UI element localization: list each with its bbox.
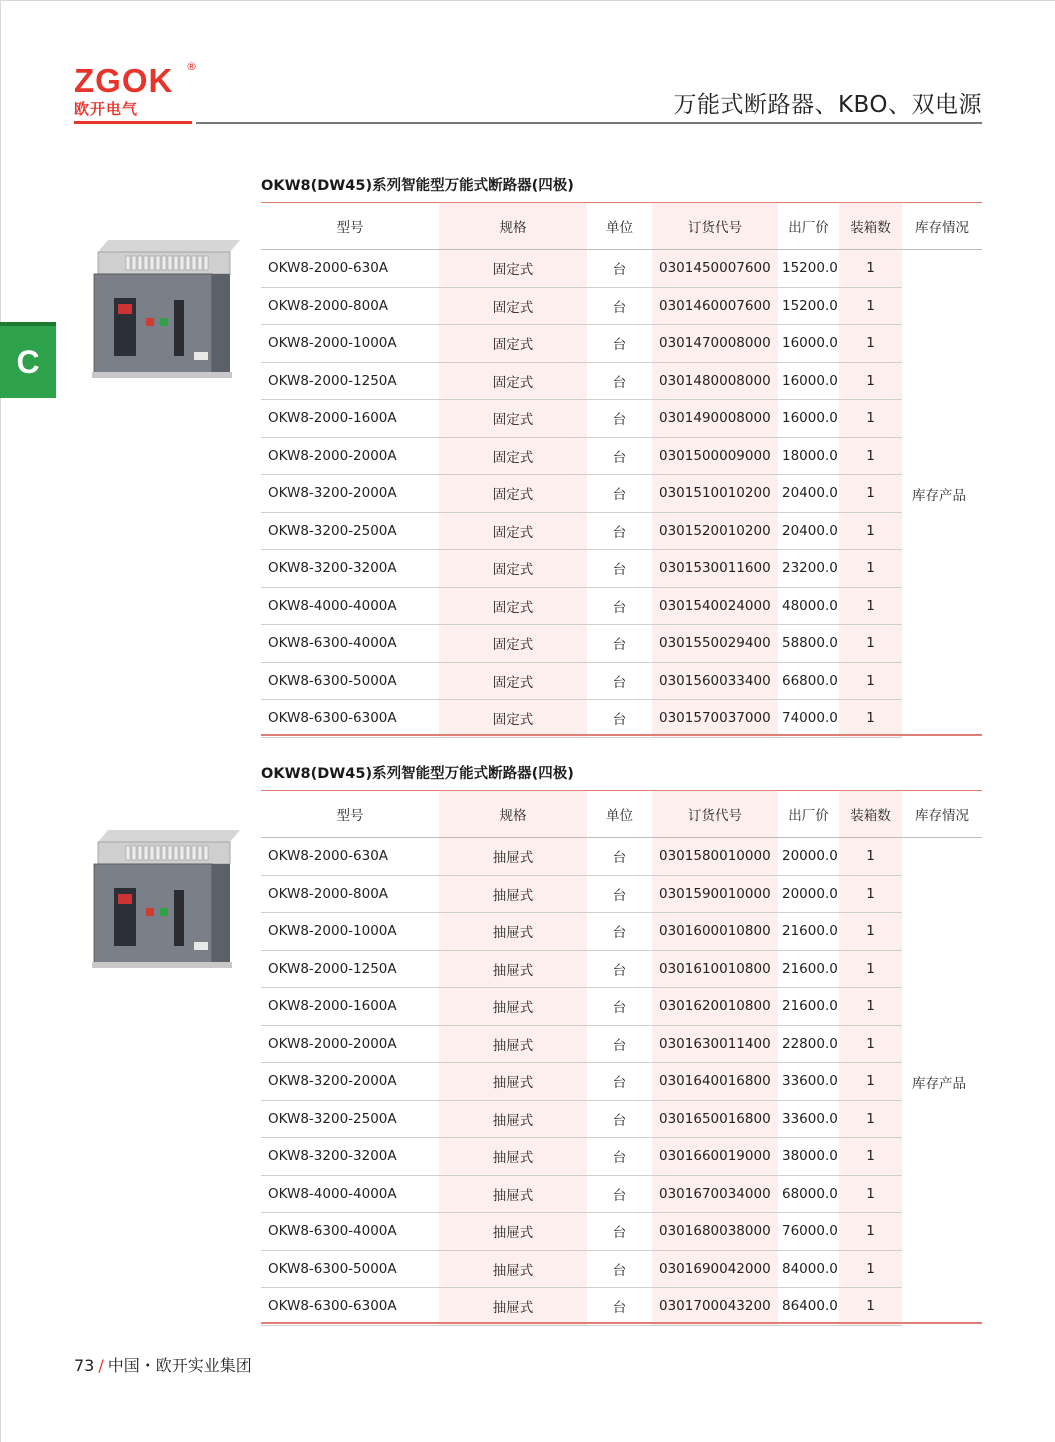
table-row — [261, 250, 982, 288]
table-header-row — [261, 203, 982, 250]
col-header-spec: 规格 — [439, 791, 587, 838]
cell-price: 20400.0 — [778, 512, 839, 550]
cell-spec: 抽屉式 — [439, 1025, 587, 1063]
cell-order-code: 0301510010200 — [652, 475, 778, 513]
cell-model: OKW8-2000-1250A — [261, 362, 439, 400]
cell-unit: 台 — [587, 875, 652, 913]
table-row — [261, 400, 982, 438]
table-row — [261, 1063, 982, 1101]
col-header-order: 订货代号 — [652, 791, 778, 838]
cell-price: 76000.0 — [778, 1213, 839, 1251]
cell-box-qty: 1 — [839, 512, 902, 550]
table-row — [261, 913, 982, 951]
table-bottom-rule — [261, 1322, 982, 1324]
cell-price: 21600.0 — [778, 988, 839, 1026]
cell-model: OKW8-3200-2000A — [261, 1063, 439, 1101]
col-header-price: 出厂价 — [778, 203, 839, 250]
cell-box-qty: 1 — [839, 1175, 902, 1213]
cell-model: OKW8-6300-6300A — [261, 700, 439, 738]
cell-price: 15200.0 — [778, 287, 839, 325]
cell-unit: 台 — [587, 437, 652, 475]
section-tab-c: C — [0, 326, 56, 398]
table-row — [261, 875, 982, 913]
cell-spec: 固定式 — [439, 512, 587, 550]
cell-price: 33600.0 — [778, 1100, 839, 1138]
cell-spec: 抽屉式 — [439, 1250, 587, 1288]
cell-model: OKW8-2000-800A — [261, 875, 439, 913]
cell-price: 21600.0 — [778, 950, 839, 988]
table-row — [261, 325, 982, 363]
cell-unit: 台 — [587, 913, 652, 951]
cell-price: 15200.0 — [778, 250, 839, 288]
cell-unit: 台 — [587, 1213, 652, 1251]
cell-spec: 固定式 — [439, 475, 587, 513]
cell-order-code: 0301450007600 — [652, 250, 778, 288]
table-row — [261, 700, 982, 738]
cell-spec: 固定式 — [439, 587, 587, 625]
page-footer — [74, 1353, 252, 1376]
cell-model: OKW8-6300-4000A — [261, 1213, 439, 1251]
cell-spec: 固定式 — [439, 400, 587, 438]
cell-unit: 台 — [587, 587, 652, 625]
cell-spec: 固定式 — [439, 662, 587, 700]
cell-box-qty: 1 — [839, 1213, 902, 1251]
page-edge-left — [0, 0, 1, 1442]
cell-price: 20000.0 — [778, 875, 839, 913]
cell-spec: 固定式 — [439, 550, 587, 588]
table-header-row — [261, 791, 982, 838]
cell-model: OKW8-2000-1600A — [261, 400, 439, 438]
cell-unit: 台 — [587, 662, 652, 700]
section-title: OKW8(DW45)系列智能型万能式断路器(四极) — [261, 766, 574, 782]
cell-box-qty: 1 — [839, 1063, 902, 1101]
registered-mark: ® — [186, 60, 197, 73]
cell-order-code: 0301660019000 — [652, 1138, 778, 1176]
cell-order-code: 0301480008000 — [652, 362, 778, 400]
cell-model: OKW8-3200-2500A — [261, 512, 439, 550]
cell-price: 58800.0 — [778, 625, 839, 663]
cell-unit: 台 — [587, 325, 652, 363]
cell-price: 16000.0 — [778, 325, 839, 363]
cell-box-qty: 1 — [839, 988, 902, 1026]
table-bottom-rule — [261, 734, 982, 736]
table-row — [261, 1100, 982, 1138]
cell-box-qty: 1 — [839, 838, 902, 876]
table-row — [261, 550, 982, 588]
cell-spec: 固定式 — [439, 625, 587, 663]
cell-unit: 台 — [587, 1250, 652, 1288]
cell-unit: 台 — [587, 512, 652, 550]
cell-box-qty: 1 — [839, 1250, 902, 1288]
cell-model: OKW8-2000-2000A — [261, 1025, 439, 1063]
cell-stock-status: 库存产品 — [912, 487, 966, 504]
cell-box-qty: 1 — [839, 950, 902, 988]
col-header-stock: 库存情况 — [902, 203, 982, 250]
cell-unit: 台 — [587, 475, 652, 513]
cell-unit: 台 — [587, 362, 652, 400]
cell-price: 48000.0 — [778, 587, 839, 625]
brand-cn-name: 欧开电气 — [74, 100, 139, 118]
table-row — [261, 475, 982, 513]
table-row — [261, 512, 982, 550]
table-row — [261, 287, 982, 325]
page-title: 万能式断路器、KBO、双电源 — [673, 92, 982, 118]
cell-box-qty: 1 — [839, 362, 902, 400]
col-header-model: 型号 — [261, 791, 439, 838]
cell-box-qty: 1 — [839, 1288, 902, 1326]
col-header-spec: 规格 — [439, 203, 587, 250]
cell-spec: 抽屉式 — [439, 988, 587, 1026]
cell-order-code: 0301470008000 — [652, 325, 778, 363]
cell-spec: 抽屉式 — [439, 913, 587, 951]
cell-unit: 台 — [587, 1138, 652, 1176]
cell-order-code: 0301680038000 — [652, 1213, 778, 1251]
cell-order-code: 0301580010000 — [652, 838, 778, 876]
cell-model: OKW8-3200-2500A — [261, 1100, 439, 1138]
cell-unit: 台 — [587, 287, 652, 325]
cell-box-qty: 1 — [839, 437, 902, 475]
cell-price: 23200.0 — [778, 550, 839, 588]
cell-box-qty: 1 — [839, 475, 902, 513]
col-header-unit: 单位 — [587, 791, 652, 838]
cell-order-code: 0301700043200 — [652, 1288, 778, 1326]
cell-order-code: 0301500009000 — [652, 437, 778, 475]
cell-unit: 台 — [587, 700, 652, 738]
table-row — [261, 437, 982, 475]
header-divider — [196, 122, 982, 124]
table-row — [261, 1175, 982, 1213]
cell-order-code: 0301590010000 — [652, 875, 778, 913]
cell-model: OKW8-3200-3200A — [261, 550, 439, 588]
cell-box-qty: 1 — [839, 913, 902, 951]
cell-model: OKW8-4000-4000A — [261, 1175, 439, 1213]
cell-model: OKW8-2000-800A — [261, 287, 439, 325]
cell-model: OKW8-2000-1000A — [261, 325, 439, 363]
cell-price: 20000.0 — [778, 838, 839, 876]
cell-box-qty: 1 — [839, 550, 902, 588]
table-row — [261, 1213, 982, 1251]
cell-box-qty: 1 — [839, 662, 902, 700]
cell-spec: 抽屉式 — [439, 950, 587, 988]
cell-model: OKW8-2000-630A — [261, 838, 439, 876]
cell-box-qty: 1 — [839, 1025, 902, 1063]
cell-box-qty: 1 — [839, 1100, 902, 1138]
cell-order-code: 0301630011400 — [652, 1025, 778, 1063]
cell-model: OKW8-6300-5000A — [261, 662, 439, 700]
cell-box-qty: 1 — [839, 700, 902, 738]
cell-spec: 抽屉式 — [439, 838, 587, 876]
cell-price: 66800.0 — [778, 662, 839, 700]
cell-model: OKW8-4000-4000A — [261, 587, 439, 625]
cell-model: OKW8-3200-3200A — [261, 1138, 439, 1176]
page-number: 73 — [74, 1356, 95, 1375]
cell-price: 20400.0 — [778, 475, 839, 513]
cell-model: OKW8-2000-630A — [261, 250, 439, 288]
cell-order-code: 0301520010200 — [652, 512, 778, 550]
cell-spec: 固定式 — [439, 700, 587, 738]
cell-spec: 抽屉式 — [439, 1063, 587, 1101]
brand-wordmark: ZGOK — [74, 62, 174, 99]
col-header-model: 型号 — [261, 203, 439, 250]
cell-order-code: 0301530011600 — [652, 550, 778, 588]
cell-unit: 台 — [587, 1288, 652, 1326]
cell-spec: 固定式 — [439, 250, 587, 288]
cell-order-code: 0301490008000 — [652, 400, 778, 438]
cell-unit: 台 — [587, 550, 652, 588]
cell-box-qty: 1 — [839, 250, 902, 288]
cell-spec: 固定式 — [439, 325, 587, 363]
cell-spec: 固定式 — [439, 362, 587, 400]
cell-box-qty: 1 — [839, 875, 902, 913]
cell-unit: 台 — [587, 1100, 652, 1138]
col-header-unit: 单位 — [587, 203, 652, 250]
cell-price: 86400.0 — [778, 1288, 839, 1326]
table-row — [261, 1138, 982, 1176]
cell-unit: 台 — [587, 250, 652, 288]
col-header-stock: 库存情况 — [902, 791, 982, 838]
cell-order-code: 0301540024000 — [652, 587, 778, 625]
cell-price: 22800.0 — [778, 1025, 839, 1063]
cell-unit: 台 — [587, 950, 652, 988]
cell-order-code: 0301600010800 — [652, 913, 778, 951]
cell-spec: 抽屉式 — [439, 1288, 587, 1326]
cell-unit: 台 — [587, 988, 652, 1026]
cell-order-code: 0301640016800 — [652, 1063, 778, 1101]
breaker-product-image — [90, 232, 240, 382]
cell-model: OKW8-2000-1000A — [261, 913, 439, 951]
table-row — [261, 1288, 982, 1326]
cell-model: OKW8-6300-6300A — [261, 1288, 439, 1326]
cell-spec: 抽屉式 — [439, 1175, 587, 1213]
cell-model: OKW8-6300-5000A — [261, 1250, 439, 1288]
cell-price: 16000.0 — [778, 362, 839, 400]
table-row — [261, 1025, 982, 1063]
breaker-product-image — [90, 822, 240, 972]
cell-unit: 台 — [587, 838, 652, 876]
cell-order-code: 0301460007600 — [652, 287, 778, 325]
cell-box-qty: 1 — [839, 587, 902, 625]
cell-price: 84000.0 — [778, 1250, 839, 1288]
cell-spec: 固定式 — [439, 287, 587, 325]
col-header-order: 订货代号 — [652, 203, 778, 250]
cell-order-code: 0301690042000 — [652, 1250, 778, 1288]
table-row — [261, 362, 982, 400]
brand-logo — [74, 60, 197, 119]
price-table-drawout — [261, 791, 982, 1326]
table-row — [261, 838, 982, 876]
table-row — [261, 662, 982, 700]
cell-order-code: 0301610010800 — [652, 950, 778, 988]
table-row — [261, 988, 982, 1026]
footer-slash: / — [98, 1356, 104, 1375]
cell-price: 21600.0 — [778, 913, 839, 951]
section-title: OKW8(DW45)系列智能型万能式断路器(四极) — [261, 178, 574, 194]
cell-unit: 台 — [587, 1175, 652, 1213]
cell-box-qty: 1 — [839, 400, 902, 438]
cell-unit: 台 — [587, 1063, 652, 1101]
cell-box-qty: 1 — [839, 287, 902, 325]
cell-order-code: 0301670034000 — [652, 1175, 778, 1213]
cell-spec: 抽屉式 — [439, 875, 587, 913]
cell-unit: 台 — [587, 1025, 652, 1063]
cell-spec: 抽屉式 — [439, 1138, 587, 1176]
cell-unit: 台 — [587, 400, 652, 438]
cell-order-code: 0301570037000 — [652, 700, 778, 738]
cell-price: 16000.0 — [778, 400, 839, 438]
cell-order-code: 0301560033400 — [652, 662, 778, 700]
cell-spec: 固定式 — [439, 437, 587, 475]
footer-company: 中国・欧开实业集团 — [107, 1356, 252, 1375]
cell-spec: 抽屉式 — [439, 1213, 587, 1251]
cell-stock-status: 库存产品 — [912, 1075, 966, 1092]
table-row — [261, 950, 982, 988]
cell-price: 68000.0 — [778, 1175, 839, 1213]
page-edge-top — [0, 0, 1055, 1]
cell-order-code: 0301620010800 — [652, 988, 778, 1026]
logo-underline — [74, 121, 192, 124]
cell-model: OKW8-2000-1250A — [261, 950, 439, 988]
cell-price: 18000.0 — [778, 437, 839, 475]
table-row — [261, 587, 982, 625]
cell-model: OKW8-6300-4000A — [261, 625, 439, 663]
price-table-fixed — [261, 203, 982, 738]
cell-price: 74000.0 — [778, 700, 839, 738]
cell-box-qty: 1 — [839, 325, 902, 363]
cell-order-code: 0301550029400 — [652, 625, 778, 663]
cell-model: OKW8-3200-2000A — [261, 475, 439, 513]
cell-box-qty: 1 — [839, 625, 902, 663]
cell-order-code: 0301650016800 — [652, 1100, 778, 1138]
col-header-box: 装箱数 — [839, 203, 902, 250]
table-row — [261, 1250, 982, 1288]
cell-model: OKW8-2000-1600A — [261, 988, 439, 1026]
col-header-box: 装箱数 — [839, 791, 902, 838]
col-header-price: 出厂价 — [778, 791, 839, 838]
table-row — [261, 625, 982, 663]
cell-spec: 抽屉式 — [439, 1100, 587, 1138]
cell-unit: 台 — [587, 625, 652, 663]
cell-model: OKW8-2000-2000A — [261, 437, 439, 475]
cell-price: 33600.0 — [778, 1063, 839, 1101]
cell-price: 38000.0 — [778, 1138, 839, 1176]
cell-box-qty: 1 — [839, 1138, 902, 1176]
